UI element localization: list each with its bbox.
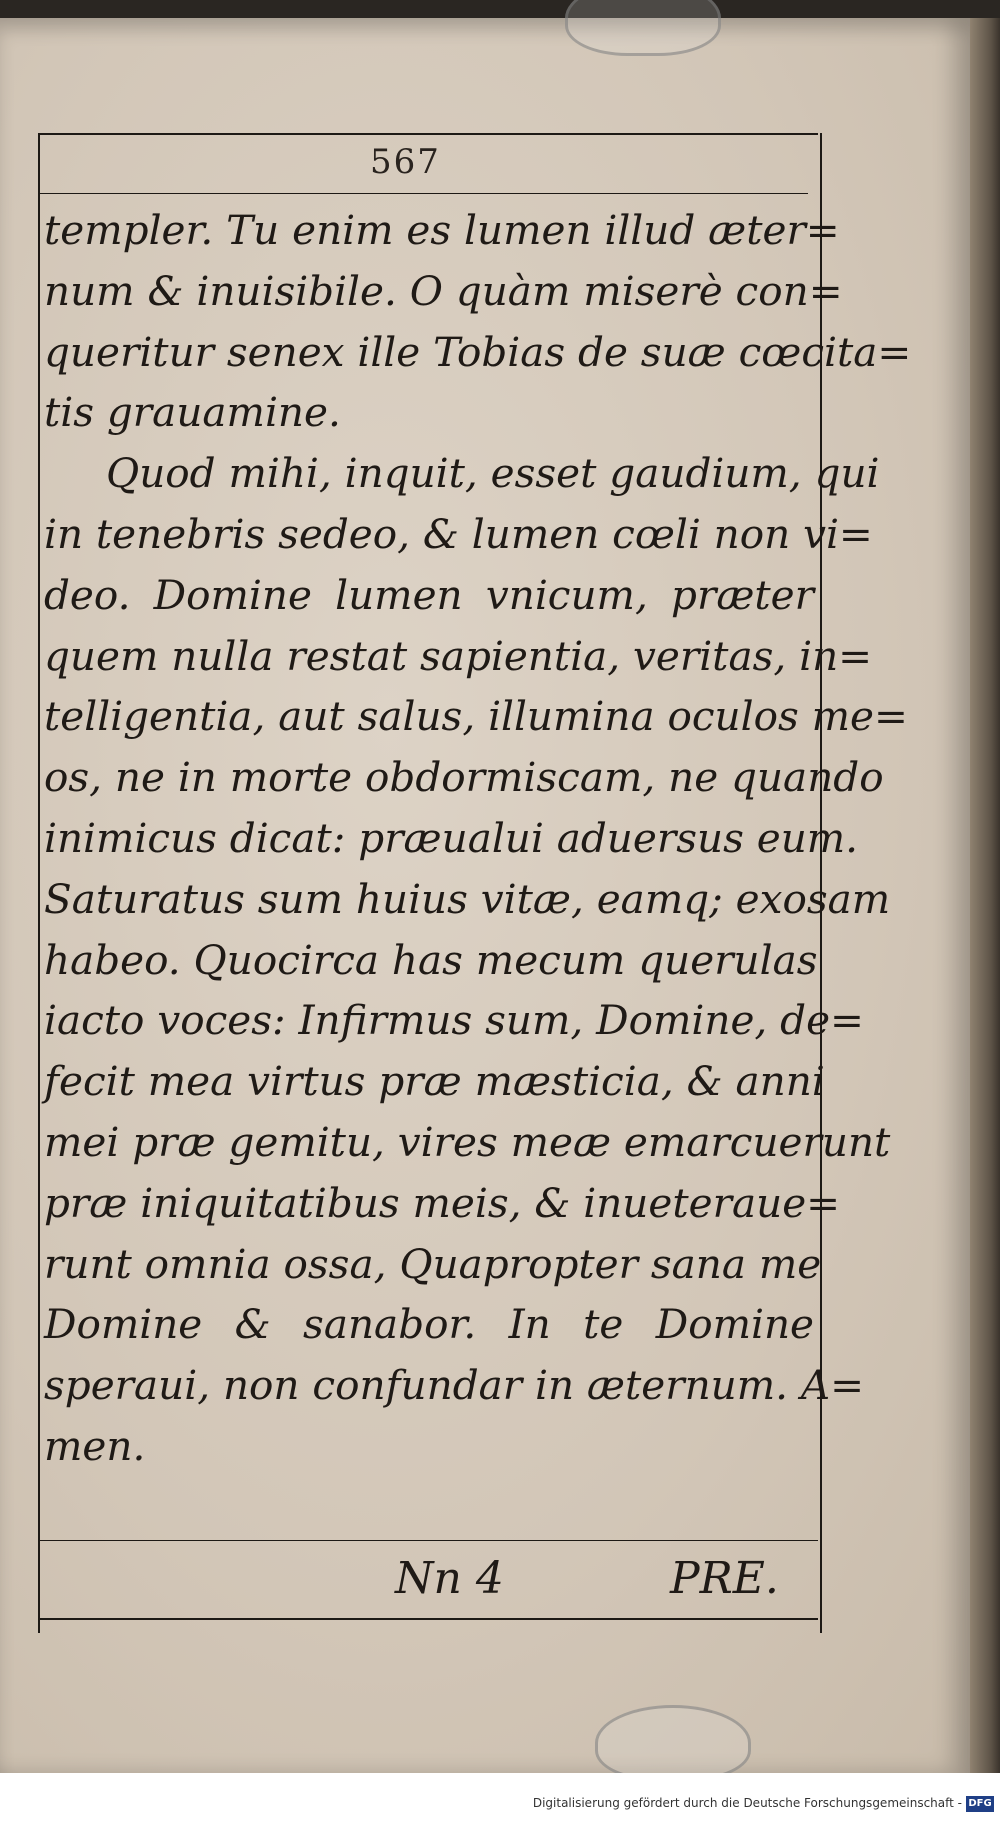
text-line: templer. Tu enim es lumen illud æter= xyxy=(44,206,840,254)
text-line: iacto voces: Infirmus sum, Domine, de= xyxy=(44,996,864,1045)
page-edge xyxy=(970,18,1000,1773)
footer-bar xyxy=(0,1773,1000,1824)
header-rule-inner xyxy=(38,193,808,194)
footer-rule-inner xyxy=(38,1540,818,1541)
clip-bottom xyxy=(595,1705,751,1781)
text-line: fecit mea virtus præ mæsticia, & anni xyxy=(44,1057,825,1106)
body-text xyxy=(44,200,912,1500)
text-line: deo. Domine lumen vnicum, præter xyxy=(44,570,814,619)
text-line: telligentia, aut salus, illumina oculos me= xyxy=(44,692,908,741)
text-line: quem nulla restat sapientia, veritas, in= xyxy=(44,631,873,680)
header-rule-outer xyxy=(38,133,818,135)
text-line: habeo. Quocirca has mecum querulas xyxy=(44,935,818,984)
text-line: Saturatus sum huius vitæ, eamq; exosam xyxy=(44,874,891,923)
footer-credit: Digitalisierung gefördert durch die Deutsche Forschungsgemeinschaft - xyxy=(532,1796,962,1810)
clip-top xyxy=(565,0,721,56)
text-line: inimicus dicat: præualui aduersus eum. xyxy=(44,813,859,862)
text-line: mei præ gemitu, vires meæ emarcuerunt xyxy=(44,1117,891,1166)
text-line: speraui, non confundar in æternum. A= xyxy=(44,1361,865,1410)
text-line: os, ne in morte obdormiscam, ne quando xyxy=(44,753,884,802)
text-line: Quod mihi, inquit, esset gaudium, qui xyxy=(106,449,880,498)
text-line: tis grauamine. xyxy=(44,388,341,437)
text-line: men. xyxy=(44,1421,146,1470)
text-line: præ iniquitatibus meis, & inueteraue= xyxy=(44,1178,841,1227)
text-line: queritur senex ille Tobias de suæ cœcita= xyxy=(44,327,912,376)
text-line: Domine & sanabor. In te Domine xyxy=(44,1300,814,1349)
text-line: in tenebris sedeo, & lumen cœli non vi= xyxy=(44,509,873,558)
dfg-logo: DFG xyxy=(966,1796,994,1812)
text-line: num & inuisibile. O quàm miserè con= xyxy=(44,266,843,315)
signature-mark: Nn 4 xyxy=(395,1553,504,1604)
footer-rule-outer xyxy=(38,1618,818,1620)
page-number: 567 xyxy=(370,142,441,182)
catchword: PRE. xyxy=(670,1553,779,1604)
text-line: runt omnia ossa, Quapropter sana me xyxy=(44,1239,822,1288)
